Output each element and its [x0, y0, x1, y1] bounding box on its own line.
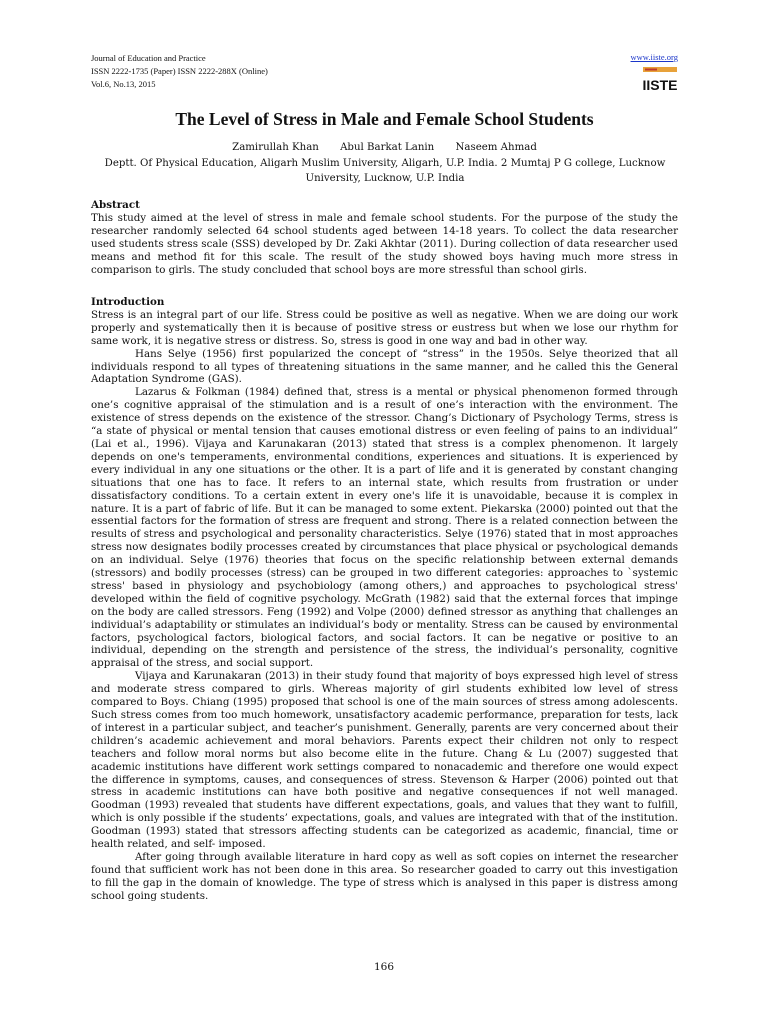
body-paragraph: Vijaya and Karunakaran (2013) in their study found that majority of boys expressed high level of stress and moderate stress compared to girls. Whereas majority of girl students exhibited low level of stress compared to Boys. Chiang (1995) proposed that school is one of the main sources of stress among adolescents. Such stress comes from too much homework, unsatisfactory academic performance, preparation for tests, lack of interest in a particular subject, and teacher’s punishment. Generally, parents are very concerned about their children’s academic achievement and moral behaviors. Parents expect their children not only to respect teachers and follow moral norms but also become elite in the future. Chang & Lu (2007) suggested that academic institutions have different work settings compared to nonacademic and therefore one would expect the difference in symptoms, causes, and consequences of stress. Stevenson & Harper (2006) pointed out that stress in academic institutions can have both positive and negative consequences if not well managed. Goodman (1993) revealed that students have different expectations, goals, and values that they want to fulfill, which is only possible if the students’ expectations, goals, and values are integrated with that of the institution. Goodman (1993) stated that stressors affecting students can be categorized as academic, financial, time or health related, and self- imposed.	[91, 670, 678, 851]
iiste-logo-icon	[642, 66, 678, 94]
author-list	[91, 141, 678, 155]
body-paragraph: Hans Selye (1956) first popularized the concept of “stress” in the 1950s. Selye theorized that all individuals respond to all types of threatening situations in the same manner, and he called this the General Adaptation Syndrome (GAS).	[91, 347, 678, 386]
body-paragraph: Stress is an integral part of our life. Stress could be positive as well as negative. When we are doing our work properly and systematically then it is because of positive stress or eustress but when we lose our rhythm for same work, it is negative stress or distress. So, stress is good in one way and bad in other way.	[91, 308, 678, 347]
journal-url-link[interactable]: www.iiste.org	[630, 52, 678, 62]
author-name: Naseem Ahmad	[455, 142, 537, 153]
svg-text:IISTE: IISTE	[642, 77, 678, 93]
body-paragraph: After going through available literature in hard copy as well as soft copies on internet the researcher found that sufficient work has not been done in this area. So researcher goaded to carry out this investigation to fill the gap in the domain of knowledge. The type of stress which is analysed in this paper is distress among school going students.	[91, 850, 678, 902]
journal-issn: ISSN 2222-1735 (Paper) ISSN 2222-288X (Online)	[91, 66, 268, 76]
introduction-section	[91, 296, 678, 903]
abstract-heading: Abstract	[91, 199, 140, 211]
author-name: Zamirullah Khan	[232, 142, 319, 153]
journal-name: Journal of Education and Practice	[91, 53, 206, 63]
abstract-section	[91, 199, 678, 276]
author-affiliation: Deptt. Of Physical Education, Aligarh Muslim University, Aligarh, U.P. India. 2 Mumtaj P G college, Lucknow University, Lucknow, U.P. India	[104, 158, 666, 184]
journal-volume: Vol.6, No.13, 2015	[91, 79, 156, 89]
author-name: Abul Barkat Lanin	[340, 142, 435, 153]
journal-header	[91, 52, 268, 91]
abstract-text: This study aimed at the level of stress in male and female school students. For the purpose of the study the researcher randomly selected 64 school students aged between 14-18 years. To collect the data researcher used students stress scale (SSS) developed by Dr. Zaki Akhtar (2011). During collection of data researcher used means and method fit for this scale. The result of the study showed boys having much more stress in comparison to girls. The study concluded that school boys are more stressful than school girls.	[91, 211, 678, 276]
introduction-heading: Introduction	[91, 296, 165, 308]
paper-title: The Level of Stress in Male and Female School Students	[175, 109, 594, 129]
page-number: 166	[373, 961, 395, 973]
journal-header-right	[631, 52, 678, 98]
body-paragraph: Lazarus & Folkman (1984) defined that, stress is a mental or physical phenomenon formed through one’s cognitive appraisal of the stimulation and is a result of one’s interaction with the environment. The existence of stress depends on the existence of the stressor. Chang’s Dictionary of Psychology Terms, stress is “a state of physical or mental tension that causes emotional distress or even feeling of pains to an individual” (Lai et al., 1996). Vijaya and Karunakaran (2013) stated that stress is a complex phenomenon. It largely depends on one's temperaments, environmental conditions, experiences and situations. It is experienced by every individual in any one situations or the other. It is a part of life and it is generated by constant changing situations that one has to face. It refers to an internal state, which results from frustration or under dissatisfactory conditions. To a certain extent in every one's life it is unavoidable, because it is complex in nature. It is a part of fabric of life. But it can be managed to some extent. Piekarska (2000) pointed out that the essential factors for the formation of stress are frequent and strong. There is a related connection between the results of stress and psychological and personality characteristics. Selye (1976) stated that in most approaches stress now designates bodily processes created by circumstances that place physical or psychological demands on an individual. Selye (1976) theories that focus on the specific relationship between external demands (stressors) and bodily processes (stress) can be grouped in two different categories: approaches to `systemic stress' based in physiology and psychobiology (among others,) and approaches to psychological stress' developed within the field of cognitive psychology. McGrath (1982) said that the external forces that impinge on the body are called stressors. Feng (1992) and Volpe (2000) defined stressor as anything that challenges an individual’s adaptability or stimulates an individual’s body or mentality. Stress can be caused by environmental factors, psychological factors, biological factors, and social factors. It can be negative or positive to an individual, depending on the strength and persistence of the stress, the individual’s personality, cognitive appraisal of the stress, and social support.	[91, 386, 678, 670]
